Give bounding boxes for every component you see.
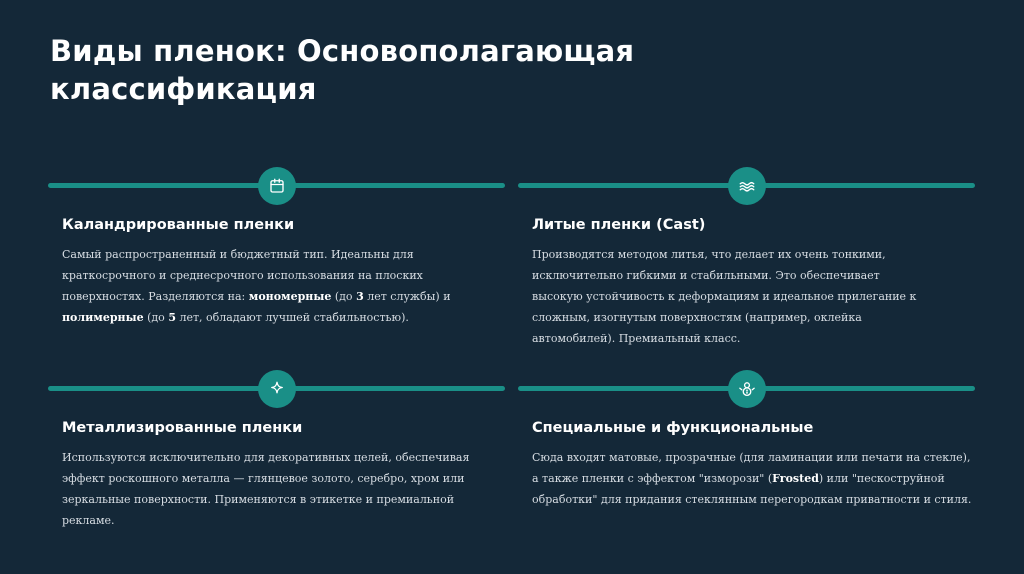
emphasis-frosted: Frosted	[772, 472, 819, 485]
card-title: Металлизированные пленки	[62, 420, 303, 436]
sparkle-icon	[258, 370, 296, 408]
card-title: Каландрированные пленки	[62, 217, 295, 233]
title-line-1: Виды пленок: Основополагающая	[50, 34, 635, 68]
title-line-2: классификация	[50, 72, 317, 106]
card-description: Используются исключительно для декоративных целей, обеспечивая эффект роскошного металла — глянцевое золото, серебро, хром или зеркальные поверхности. Применяются в этикетке и премиальной рекламе.	[62, 451, 470, 527]
card-description: Сюда входят матовые, прозрачные (для ламинации или печати на стекле), а также пленки с эффектом "изморози" (Frosted) или "пескоструйной обработки" для придания стеклянным перегородкам приватности и стиля.	[532, 451, 972, 506]
snowman-icon	[728, 370, 766, 408]
card-title: Литые пленки (Cast)	[532, 217, 706, 233]
waves-icon	[728, 167, 766, 205]
emphasis-polymeric: полимерные	[62, 311, 144, 324]
slide-title	[50, 32, 810, 108]
calendar-icon	[258, 167, 296, 205]
emphasis-monomeric: мономерные	[248, 290, 332, 303]
emphasis-years-5: 5	[168, 311, 176, 324]
card-description: Самый распространенный и бюджетный тип. Идеальны для краткосрочного и среднесрочного использования на плоских поверхностях. Разделяются на: мономерные (до 3 лет службы) и полимерные (до 5 лет, обладают лучшей стабильностью).	[62, 248, 451, 324]
emphasis-years-3: 3	[356, 290, 364, 303]
card-title: Специальные и функциональные	[532, 420, 814, 436]
card-description: Производятся методом литья, что делает их очень тонкими, исключительно гибкими и стабильными. Это обеспечивает высокую устойчивость к деформациям и идеальное прилегание к сложным, изогнутым поверхностям (например, оклейка автомобилей). Премиальный класс.	[532, 248, 917, 345]
